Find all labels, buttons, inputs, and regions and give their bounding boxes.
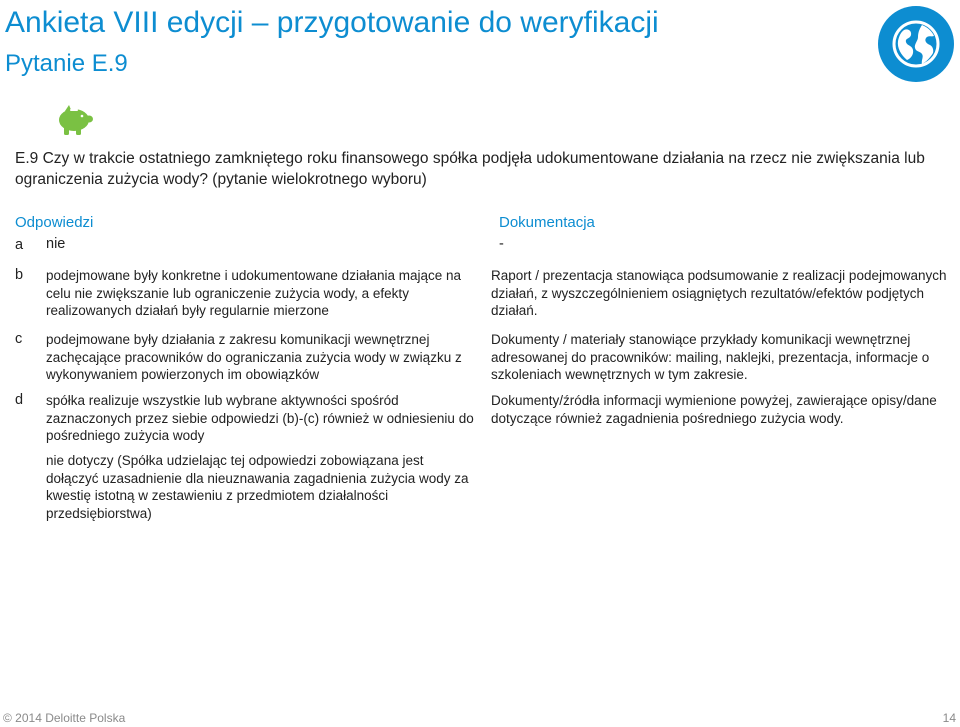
documentation-a: - — [499, 236, 504, 252]
answers-header: Odpowiedzi — [15, 214, 94, 231]
answer-c: podejmowane były działania z zakresu komunikacji wewnętrznej zachęcające pracowników do ograniczania zużycia wody w związku z wykonywaniem powierzonych im obowiązków — [46, 332, 462, 382]
page-title: Ankieta VIII edycji – przygotowanie do weryfikacji — [5, 6, 659, 39]
answer-a: nie — [46, 236, 66, 252]
answer-d: spółka realizuje wszystkie lub wybrane aktywności spośród zaznaczonych przez siebie odpowiedzi (b)-(c) również w odniesieniu do pośredniego zużycia wody — [46, 393, 474, 443]
answer-letter-c: c — [15, 331, 23, 347]
answer-letter-d: d — [15, 392, 24, 408]
answer-b: podejmowane były konkretne i udokumentowane działania mające na celu nie zwiększanie lub ograniczenie zużycia wody, a efekty realizowanych działań były regularnie mierzone — [46, 268, 462, 318]
answer-not-applicable: nie dotyczy (Spółka udzielając tej odpowiedzi zobowiązana jest dołączyć uzasadnienie dla nieuznawania zagadnienia zużycia wody za kwestię istotną w zestawieniu z przedmiotem działalności przedsiębiorstwa) — [46, 453, 469, 521]
page-subtitle: Pytanie E.9 — [5, 50, 128, 77]
globe-icon — [877, 5, 955, 83]
answer-letter-b: b — [15, 267, 24, 283]
piggy-bank-icon — [56, 104, 94, 136]
documentation-c: Dokumenty / materiały stanowiące przykłady komunikacji wewnętrznej adresowanej do pracowników: mailing, naklejki, prezentacja, informacje o szkoleniach wewnętrznych w tym zakresie. — [491, 332, 930, 382]
copyright: © 2014 Deloitte Polska — [3, 711, 126, 725]
answer-letter-a: a — [15, 237, 24, 253]
documentation-d: Dokumenty/źródła informacji wymienione powyżej, zawierające opisy/dane dotyczące również zagadnienia pośredniego zużycia wody. — [491, 393, 937, 426]
question-text: E.9 Czy w trakcie ostatniego zamkniętego roku finansowego spółka podjęła udokumentowane działania na rzecz nie zwiększania lub ograniczenia zużycia wody? (pytanie wielokrotnego wyboru) — [15, 150, 925, 188]
documentation-b: Raport / prezentacja stanowiąca podsumowanie z realizacji podejmowanych działań, z wyszczególnieniem osiągniętych rezultatów/efektów podjętych działań. — [491, 268, 947, 318]
documentation-header: Dokumentacja — [499, 214, 595, 231]
page-number: 14 — [942, 711, 956, 725]
